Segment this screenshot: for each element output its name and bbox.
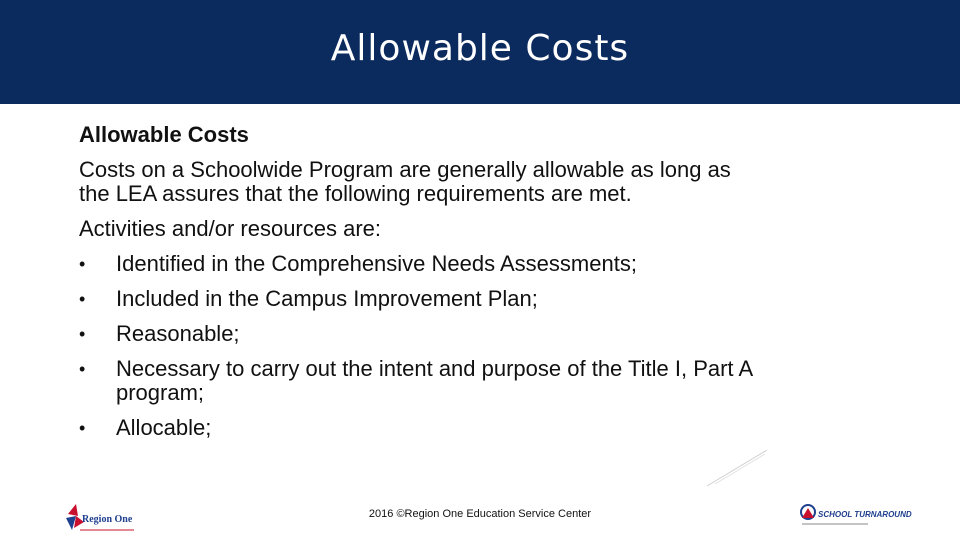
list-item	[79, 322, 759, 346]
lead-in-text: Activities and/or resources are:	[79, 216, 382, 241]
slide-content	[79, 122, 759, 451]
bullet-icon: •	[79, 359, 86, 379]
list-item-text: Reasonable;	[116, 321, 240, 346]
bullet-icon: •	[79, 289, 86, 309]
footer-copyright: 2016 ©Region One Education Service Center	[368, 508, 592, 520]
svg-text:Region One: Region One	[82, 514, 133, 525]
decorative-slash	[705, 448, 769, 488]
list-item	[79, 357, 759, 405]
region-one-logo	[62, 500, 140, 536]
requirements-list	[79, 252, 759, 440]
list-item	[79, 287, 759, 311]
list-item-text: Identified in the Comprehensive Needs Assessments;	[116, 251, 637, 276]
content-heading: Allowable Costs	[79, 122, 249, 147]
bullet-icon: •	[79, 418, 86, 438]
list-item-text: Necessary to carry out the intent and purpose of the Title I, Part A program;	[116, 356, 752, 405]
list-item-text: Allocable;	[116, 415, 212, 440]
list-item-text: Included in the Campus Improvement Plan;	[116, 286, 538, 311]
slide-title: Allowable Costs	[330, 28, 630, 69]
svg-text:SCHOOL TURNAROUND: SCHOOL TURNAROUND	[818, 510, 912, 519]
bullet-icon: •	[79, 254, 86, 274]
intro-paragraph: Costs on a Schoolwide Program are generally allowable as long as the LEA assures that the following requirements are met.	[79, 157, 731, 206]
title-banner	[0, 0, 960, 104]
school-turnaround-logo	[798, 500, 912, 530]
list-item	[79, 416, 759, 440]
list-item	[79, 252, 759, 276]
bullet-icon: •	[79, 324, 86, 344]
